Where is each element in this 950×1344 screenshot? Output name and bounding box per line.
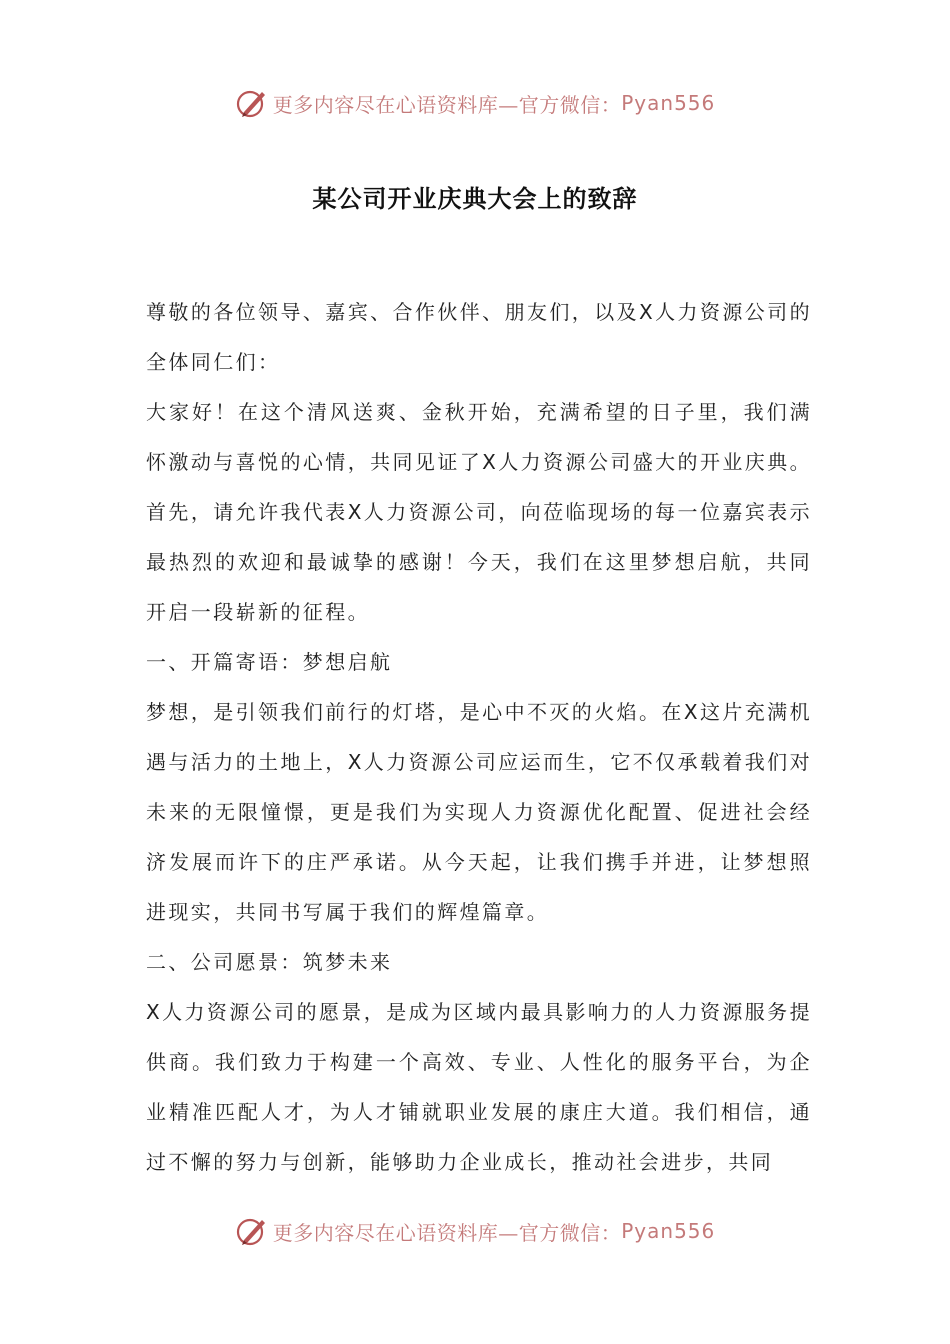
- greeting-paragraph: 大家好！在这个清风送爽、金秋开始，充满希望的日子里，我们满怀激动与喜悦的心情，共同见证了X人力资源公司盛大的开业庆典。首先，请允许我代表X人力资源公司，向莅临现场的每一位嘉宾表示最热烈的欢迎和最诚挚的感谢！今天，我们在这里梦想启航，共同开启一段崭新的征程。: [146, 400, 812, 624]
- banner-text: 更多内容尽在心语资料库—官方微信：: [272, 1220, 622, 1245]
- banner-wechat-id: Pyan556: [621, 1219, 716, 1243]
- pen-circle-logo-icon: [235, 86, 269, 120]
- section-heading-2: 二、公司愿景：筑梦未来: [146, 950, 393, 974]
- pen-circle-logo-icon: [235, 1214, 269, 1248]
- footer-banner: [0, 1211, 950, 1251]
- banner-text: 更多内容尽在心语资料库—官方微信：: [272, 92, 622, 117]
- header-banner: [0, 83, 950, 123]
- banner-wechat-id: Pyan556: [621, 91, 716, 115]
- section-heading-1: 一、开篇寄语：梦想启航: [146, 650, 393, 674]
- section-1-paragraph: 梦想，是引领我们前行的灯塔，是心中不灭的火焰。在X这片充满机遇与活力的土地上，X人力资源公司应运而生，它不仅承载着我们对未来的无限憧憬，更是我们为实现人力资源优化配置、促进社会经济发展而许下的庄严承诺。从今天起，让我们携手并进，让梦想照进现实，共同书写属于我们的辉煌篇章。: [146, 700, 812, 924]
- section-2-paragraph: X人力资源公司的愿景，是成为区域内最具影响力的人力资源服务提供商。我们致力于构建一个高效、专业、人性化的服务平台，为企业精准匹配人才，为人才铺就职业发展的康庄大道。我们相信，通过不懈的努力与创新，能够助力企业成长，推动社会进步，共同: [146, 1000, 812, 1174]
- document-body: [146, 287, 812, 1187]
- salutation-paragraph: 尊敬的各位领导、嘉宾、合作伙伴、朋友们，以及X人力资源公司的全体同仁们：: [146, 300, 812, 374]
- document-title: 某公司开业庆典大会上的致辞: [312, 185, 638, 213]
